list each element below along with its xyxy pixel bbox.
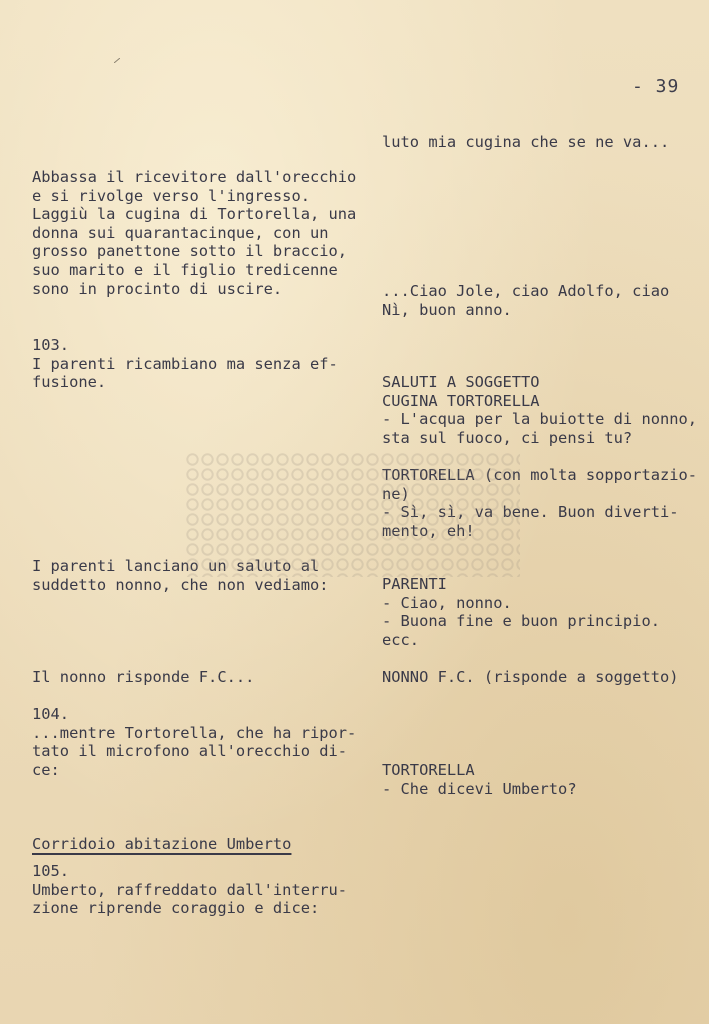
relatives-dialogue: PARENTI - Ciao, nonno. - Buona fine e buon principio. ecc.: [382, 575, 660, 649]
tortorella-dialogue: TORTORELLA (con molta sopportazio- ne) - Sì, sì, va bene. Buon diverti- mento, eh!: [382, 466, 698, 540]
tortorella-question: TORTORELLA - Che dicevi Umberto?: [382, 761, 577, 798]
scene-105-direction: 105. Umberto, raffreddato dall'interru- zione riprende coraggio e dice:: [32, 862, 348, 918]
farewell-dialogue: ...Ciao Jole, ciao Adolfo, ciao Nì, buon anno.: [382, 282, 670, 319]
page-number: - 39: [632, 76, 680, 97]
grandpa-dialogue: NONNO F.C. (risponde a soggetto): [382, 668, 679, 686]
stage-direction-intro: Abbassa il ricevitore dall'orecchio e si rivolge verso l'ingresso. Laggiù la cugina di Tortorella, una donna sui quarantacinque, con un grosso panettone sotto il braccio, suo marito e il figlio tredicenne sono in procinto di uscire.: [32, 168, 357, 298]
scene-103-direction: 103. I parenti ricambiano ma senza ef- fusione.: [32, 336, 338, 392]
location-heading: Corridoio abitazione Umberto: [32, 835, 292, 853]
grandpa-answers-direction: Il nonno risponde F.C...: [32, 668, 255, 686]
cousin-dialogue: SALUTI A SOGGETTO CUGINA TORTORELLA - L'acqua per la buiotte di nonno, sta sul fuoco, ci pensi tu?: [382, 373, 698, 447]
scene-104-direction: 104. ...mentre Tortorella, che ha ripor- tato il microfono all'orecchio di- ce:: [32, 705, 357, 779]
relatives-greeting-direction: I parenti lanciano un saluto al suddetto nonno, che non vediamo:: [32, 557, 329, 594]
dialogue-continuation: luto mia cugina che se ne va...: [382, 133, 670, 151]
pencil-mark: [114, 58, 120, 63]
